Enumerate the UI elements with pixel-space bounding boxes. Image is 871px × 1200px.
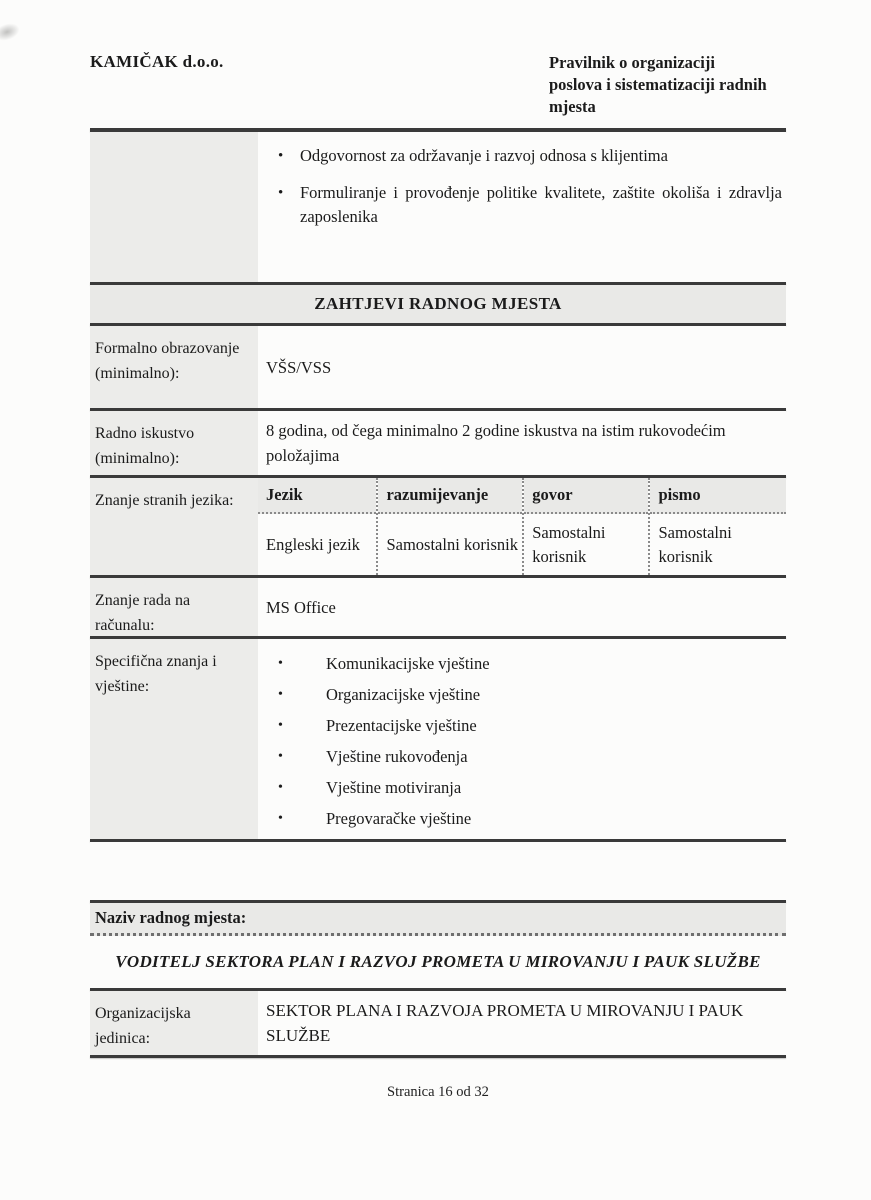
bullet-icon: • [278,718,283,733]
table-cell: Samostalni korisnik [532,522,606,566]
document-title [549,52,805,118]
bullet-icon: • [278,148,284,164]
section-title: ZAHTJEVI RADNOG MJESTA [90,285,786,323]
specific-skills-list [258,639,786,839]
job-title-label: Naziv radnog mjesta: [90,903,786,936]
row-label: Formalno obrazovanje (minimalno): [90,326,258,408]
bullet-icon: • [278,185,284,201]
bullet-icon: • [278,687,283,702]
table-cell: Samostalni korisnik [386,534,519,554]
row-label: Znanje stranih jezika: [90,478,258,575]
list-item-text: Pregovaračke vještine [326,809,472,828]
list-item-text: Vještine rukovođenja [326,747,468,766]
row-value: SEKTOR PLANA I RAZVOJA PROMETA U MIROVANJU I PAUK SLUŽBE [266,1001,744,1045]
list-item-text: Formuliranje i provođenje politike kvalitete, zaštite okoliša i zdravlja zaposlenika [300,183,782,226]
column-header: pismo [650,478,786,514]
table-cell: Engleski jezik [266,534,360,554]
responsibilities-label-cell [90,132,258,282]
row-label: Specifična znanja i vještine: [90,639,258,839]
document-title-line: poslova i sistematizaciji radnih [549,75,767,94]
language-column-pismo [648,478,786,575]
row-value: VŠS/VSS [266,357,332,377]
document-title-line: mjesta [549,97,596,116]
row-label: Organizacijska jedinica: [90,991,258,1055]
table-row-work-experience [90,411,786,475]
bullet-icon: • [278,780,283,795]
table-row-languages [90,478,786,575]
list-item [266,144,786,168]
table-row-specific-skills [90,639,786,839]
table-row-formal-education [90,326,786,408]
column-header: razumijevanje [378,478,522,514]
company-name: KAMIČAK d.o.o. [90,52,224,71]
responsibilities-row [90,132,786,282]
responsibilities-list [258,132,786,282]
column-header: Jezik [258,478,376,514]
list-item [266,651,786,682]
table-row-org-unit [90,991,786,1055]
row-label: Radno iskustvo (minimalno): [90,411,258,475]
row-value: MS Office [266,597,336,617]
list-item [266,181,786,229]
list-item-text: Komunikacijske vještine [326,654,490,673]
section-gap [90,842,786,900]
list-item [266,775,786,806]
document-body [90,128,786,1101]
language-column-razumijevanje [376,478,522,575]
list-item [266,806,786,837]
horizontal-rule [90,1055,786,1058]
bullet-icon: • [278,656,283,671]
list-item [266,713,786,744]
job-title: VODITELJ SEKTORA PLAN I RAZVOJ PROMETA U MIROVANJU I PAUK SLUŽBE [115,952,761,971]
list-item [266,682,786,713]
bullet-icon: • [278,749,283,764]
list-item-text: Vještine motiviranja [326,778,462,797]
page-number: Stranica 16 od 32 [387,1084,489,1100]
language-column-jezik [258,478,376,575]
row-label: Znanje rada na računalu: [90,578,258,636]
list-item-text: Organizacijske vještine [326,685,481,704]
language-skills-table [258,478,786,575]
bullet-icon: • [278,811,283,826]
language-column-govor [522,478,648,575]
list-item [266,744,786,775]
scan-artifact-smudge [0,20,22,43]
table-cell: Samostalni korisnik [658,522,732,566]
list-item-text: Odgovornost za održavanje i razvoj odnosa s klijentima [300,146,668,165]
table-row-computer-skills [90,578,786,636]
row-value: 8 godina, od čega minimalno 2 godine iskustva na istim rukovodećim položajima [266,421,726,465]
list-item-text: Prezentacijske vještine [326,716,477,735]
document-title-line: Pravilnik o organizaciji [549,53,715,72]
column-header: govor [524,478,648,514]
